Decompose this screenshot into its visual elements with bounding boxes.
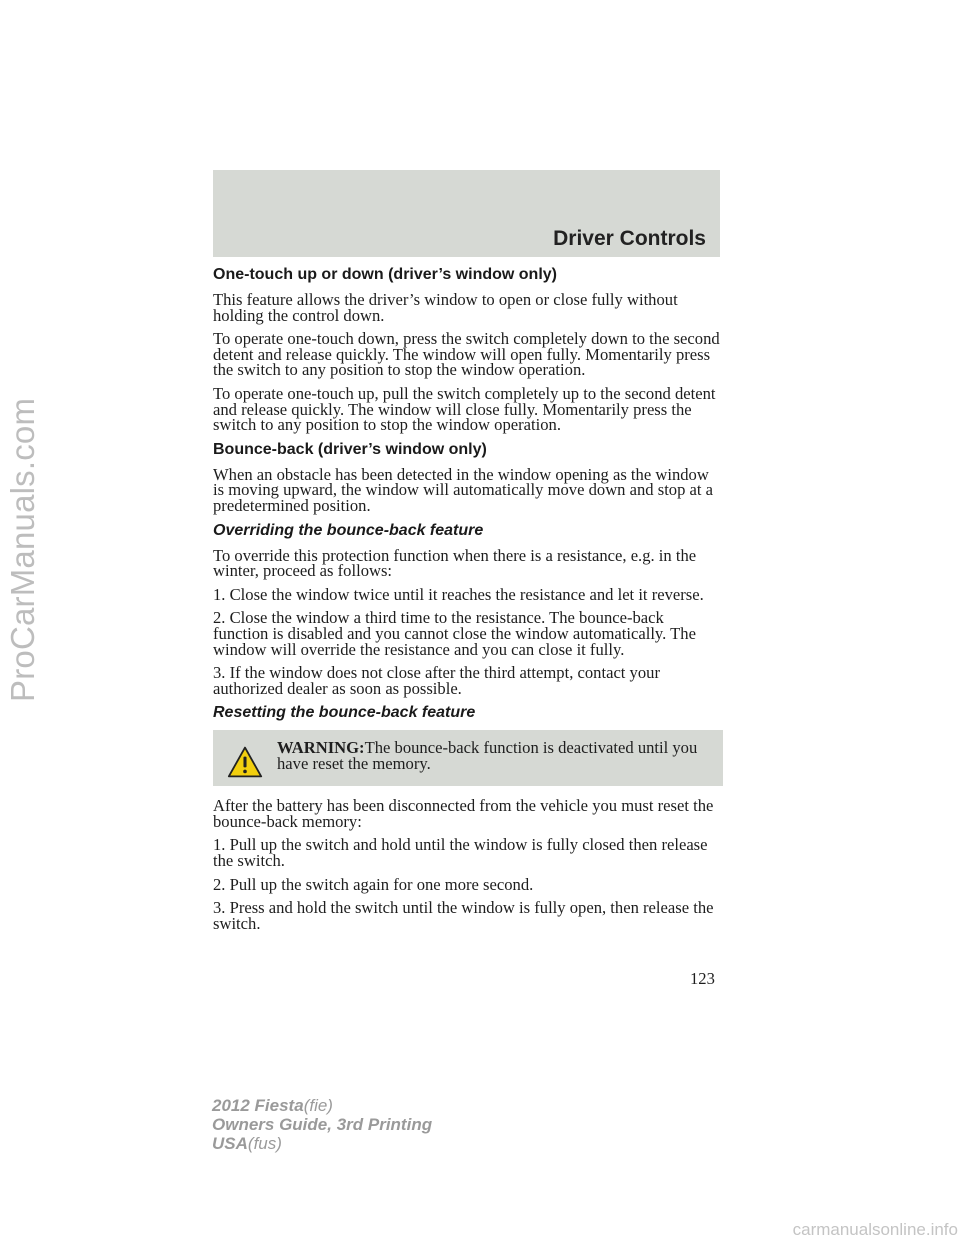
section-title: Driver Controls xyxy=(553,227,706,250)
page-number: 123 xyxy=(690,969,715,988)
section-header xyxy=(213,170,720,257)
subheading-overriding: Overriding the bounce-back feature xyxy=(213,521,484,539)
list-item: 3. Press and hold the switch until the window is fully open, then release the switch. xyxy=(213,898,714,933)
paragraph: This feature allows the driver’s window to open or close fully without holding the control down. xyxy=(213,290,678,325)
footer-model: 2012 Fiesta xyxy=(212,1096,304,1115)
list-item: 2. Close the window a third time to the resistance. The bounce-back function is disabled and you cannot close the window automatically. The window will override the resistance and you can close it fully. xyxy=(213,608,696,659)
warning-triangle-icon xyxy=(227,744,263,780)
footer-guide: Owners Guide, 3rd Printing xyxy=(212,1115,433,1134)
paragraph: When an obstacle has been detected in the window opening as the window is moving upward, the window will automatically move down and stop at a predetermined position. xyxy=(213,464,714,515)
paragraph: After the battery has been disconnected from the vehicle you must reset the bounce-back memory: xyxy=(213,796,714,831)
warning-box xyxy=(213,730,723,786)
heading-bounce-back: Bounce-back (driver’s window only) xyxy=(213,440,487,458)
paragraph: To operate one-touch down, press the switch completely down to the second detent and release quickly. The window will open fully. Momentarily press the switch to any position to stop the window operation. xyxy=(213,329,720,380)
list-item: 3. If the window does not close after the third attempt, contact your authorized dealer as soon as possible. xyxy=(213,663,660,698)
list-item: 2. Pull up the switch again for one more second. xyxy=(213,874,534,894)
side-watermark: ProCarManuals.com xyxy=(4,397,41,702)
footer-model-code: (fie) xyxy=(303,1096,333,1115)
warning-text xyxy=(277,738,713,771)
paragraph: To override this protection function when there is a resistance, e.g. in the winter, proceed as follows: xyxy=(213,545,697,581)
subheading-resetting: Resetting the bounce-back feature xyxy=(213,704,476,722)
warning-label: WARNING: xyxy=(277,738,365,758)
footer xyxy=(212,1096,432,1153)
site-watermark: carmanualsonline.info xyxy=(792,1220,958,1239)
footer-market: USA xyxy=(212,1134,248,1153)
footer-market-code: (fus) xyxy=(247,1134,282,1153)
list-item: 1. Pull up the switch and hold until the window is fully closed then release the switch. xyxy=(213,835,708,871)
paragraph: To operate one-touch up, pull the switch completely up to the second detent and release quickly. The window will close fully. Momentarily press the switch to any position to stop the window operation. xyxy=(213,383,716,435)
warning-message: The bounce-back function is deactivated until you have reset the memory. xyxy=(277,738,698,773)
page-content xyxy=(213,266,723,939)
list-item: 1. Close the window twice until it reaches the resistance and let it reverse. xyxy=(213,584,704,604)
heading-one-touch: One-touch up or down (driver’s window only) xyxy=(213,266,557,283)
